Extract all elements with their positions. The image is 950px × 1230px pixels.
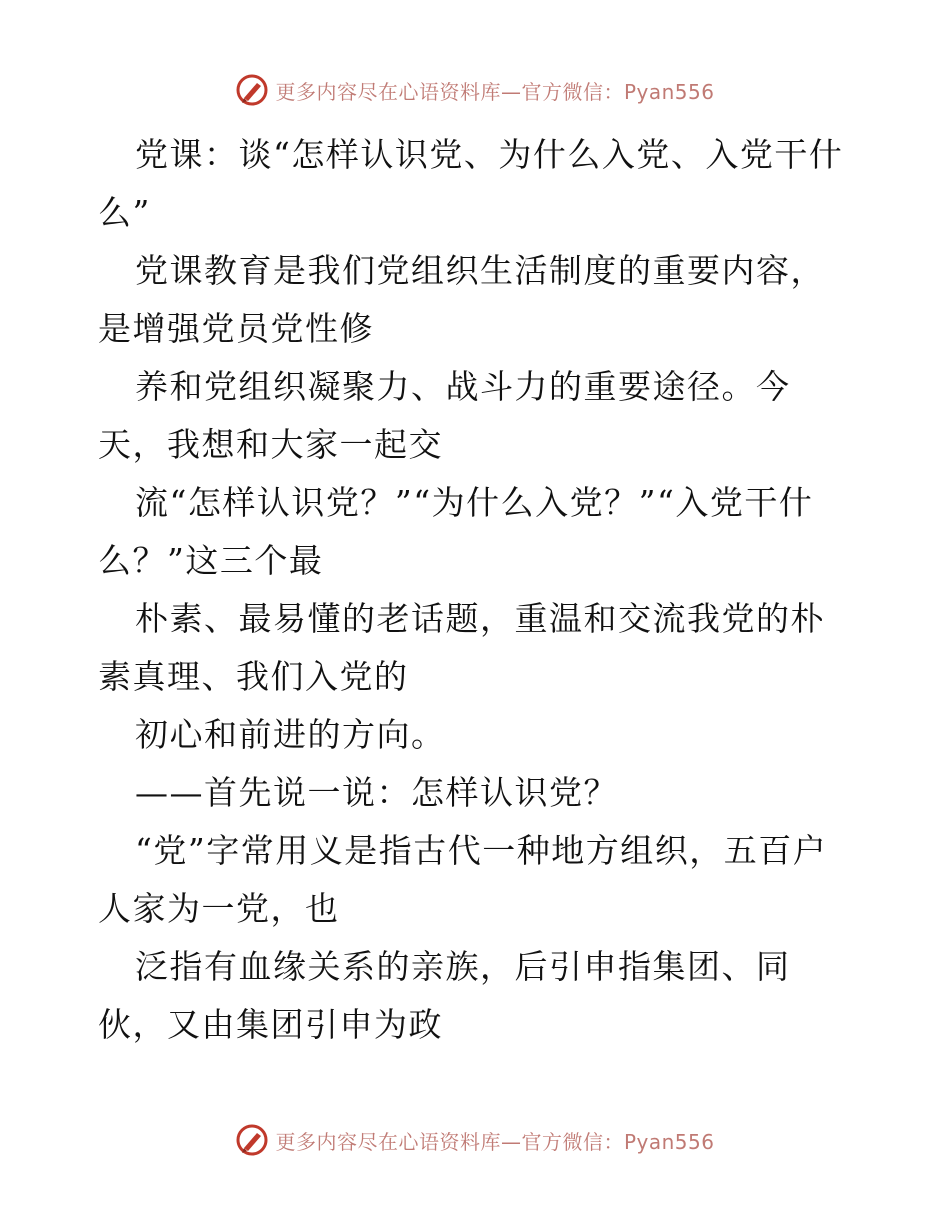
header-watermark: [0, 70, 950, 110]
pen-logo-icon: [235, 1123, 269, 1157]
document-body: [98, 126, 858, 1054]
paragraph: 朴素、最易懂的老话题，重温和交流我党的朴素真理、我们入党的: [98, 599, 825, 696]
paragraph: 党课：谈“怎样认识党、为什么入党、入党干什么”: [98, 135, 844, 232]
paragraph: 初心和前进的方向。: [135, 715, 446, 754]
pen-logo-icon: [235, 73, 269, 107]
paragraph: “党”字常用义是指古代一种地方组织，五百户人家为一党，也: [98, 831, 828, 928]
footer-watermark: [0, 1120, 950, 1160]
paragraph: 泛指有血缘关系的亲族，后引申指集团、同伙，又由集团引申为政: [98, 947, 791, 1044]
paragraph: 流“怎样认识党？”“为什么入党？”“入党干什么？”这三个最: [98, 483, 814, 580]
paragraph: 养和党组织凝聚力、战斗力的重要途径。今天，我想和大家一起交: [98, 367, 791, 464]
header-watermark-text: 更多内容尽在心语资料库—官方微信：Pyan556: [275, 79, 715, 104]
paragraph: ——首先说一说：怎样认识党？: [135, 773, 618, 812]
paragraph: 党课教育是我们党组织生活制度的重要内容，是增强党员党性修: [98, 251, 825, 348]
footer-watermark-text: 更多内容尽在心语资料库—官方微信：Pyan556: [275, 1129, 715, 1154]
